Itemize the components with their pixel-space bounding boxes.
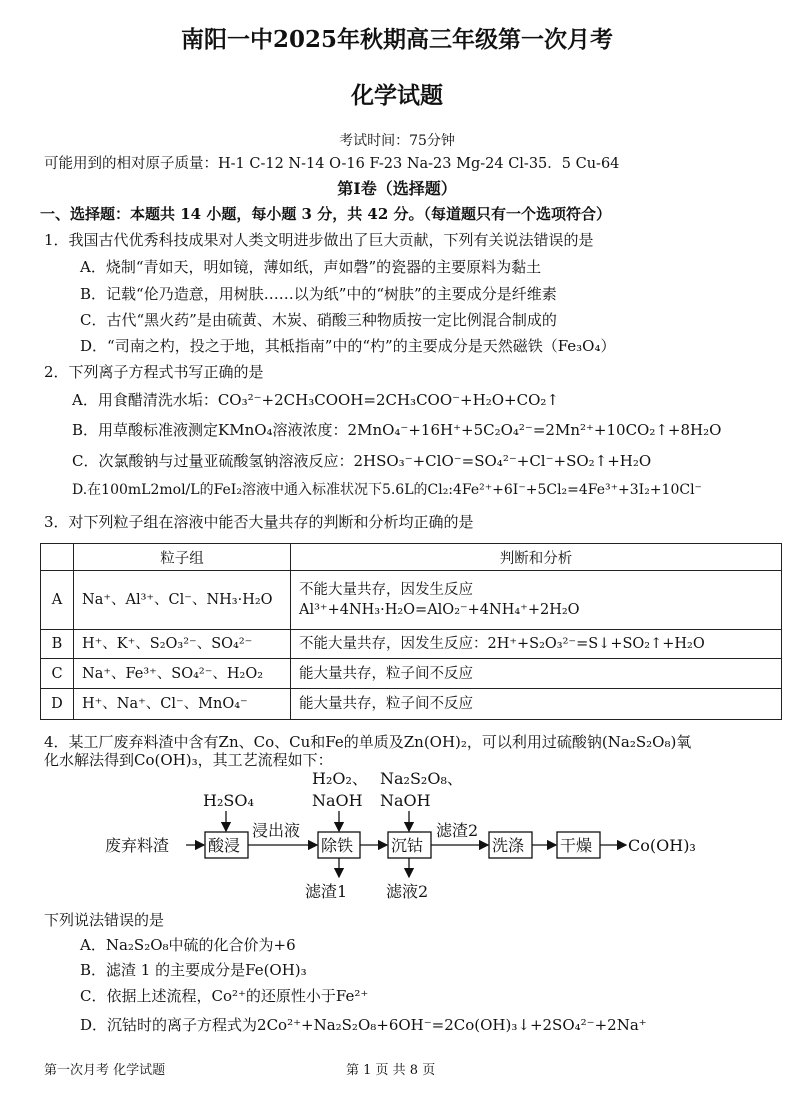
exam-time: 考试时间：75分钟 [339,133,455,149]
step-wash: 洗涤 [492,836,525,855]
option-d: D．“司南之杓，投之于地，其柢指南”中的“杓”的主要成分是天然磁铁（Fe₃O₄） [80,337,616,355]
step-acid-leach: 酸浸 [208,836,241,855]
table-row: C Na⁺、Fe³⁺、SO₄²⁻、H₂O₂ 能大量共存，粒子间不反应 [41,659,782,689]
section-heading: 一、选择题：本题共 14 小题，每小题 3 分，共 42 分。（每道题只有一个选项符合） [40,205,612,223]
table-header [41,544,782,571]
reagent-3a: Na₂S₂O₈、 [380,769,463,788]
option-d: D．沉钴时的离子方程式为2Co²⁺+Na₂S₂O₈+6OH⁻=2Co(OH)₃↓+2SO₄²⁻+2Na⁺ [80,1016,647,1034]
volume-heading: 第Ⅰ卷（选择题） [337,179,457,198]
process-flow-diagram [0,765,794,910]
exam-subject: 化学试题 [351,82,443,109]
reagent-3b: NaOH [380,791,431,810]
step-precipitate-cobalt: 沉钴 [391,836,424,855]
question-3-stem: 3．对下列粒子组在溶液中能否大量共存的判断和分析均正确的是 [44,513,474,531]
question-4-stem-2: 化水解法得到Co(OH)₃，其工艺流程如下： [44,751,333,769]
option-b: B．用草酸标准液测定KMnO₄溶液浓度：2MnO₄⁻+16H⁺+5C₂O₄²⁻=2Mn²⁺+10CO₂↑+8H₂O [72,421,722,439]
header-analysis: 判断和分析 [291,544,782,571]
flow-start: 废弃料渣 [105,836,170,855]
step-dry: 干燥 [560,836,593,855]
atomic-masses: 可能用到的相对原子质量：H-1 C-12 N-14 O-16 F-23 Na-23 Mg-24 Cl-35．5 Cu-64 [44,156,620,172]
reagent-2b: NaOH [312,791,363,810]
page-number: 第 1 页 共 8 页 [346,1063,436,1078]
option-a: A．烧制“青如天，明如镜，薄如纸，声如磬”的瓷器的主要原料为黏土 [80,258,542,276]
link-residue-2: 滤渣2 [436,821,479,840]
option-a: A．Na₂S₂O₈中硫的化合价为+6 [80,936,296,954]
option-c: C．次氯酸钠与过量亚硫酸氢钠溶液反应：2HSO₃⁻+ClO⁻=SO₄²⁻+Cl⁻+SO₂↑+H₂O [72,452,652,470]
question-stem: 2．下列离子方程式书写正确的是 [44,363,264,381]
exam-title: 南阳一中2025年秋期高三年级第一次月考 [180,26,613,53]
option-c: C．依据上述流程，Co²⁺的还原性小于Fe²⁺ [80,987,369,1005]
table-row: A Na⁺、Al³⁺、Cl⁻、NH₃·H₂O 不能大量共存，因发生反应 Al³⁺+4NH₃·H₂O=AlO₂⁻+4NH₄⁺+2H₂O [41,571,782,630]
flow-end: Co(OH)₃ [628,836,696,855]
footer-left: 第一次月考 化学试题 [44,1063,166,1078]
output-filtrate-2: 滤液2 [386,882,429,901]
reagent-1: H₂SO₄ [203,791,254,810]
question-prompt: 下列说法错误的是 [44,911,165,929]
question-stem: 1．我国古代优秀科技成果对人类文明进步做出了巨大贡献，下列有关说法错误的是 [44,231,594,249]
step-remove-iron: 除铁 [321,836,354,855]
question-4-stem: 4．某工厂废弃料渣中含有Zn、Co、Cu和Fe的单质及Zn(OH)₂，可以利用过硫酸钠(Na₂S₂O₈)氧 [44,733,692,751]
option-c: C．古代“黑火药”是由硫黄、木炭、硝酸三种物质按一定比例混合制成的 [80,311,557,329]
table-row: D H⁺、Na⁺、Cl⁻、MnO₄⁻ 能大量共存，粒子间不反应 [41,689,782,720]
table-row: B H⁺、K⁺、S₂O₃²⁻、SO₄²⁻ 不能大量共存，因发生反应：2H⁺+S₂O₃²⁻=S↓+SO₂↑+H₂O [41,630,782,659]
option-b: B．滤渣 1 的主要成分是Fe(OH)₃ [80,961,307,979]
link-leachate: 浸出液 [252,821,301,840]
output-residue-1: 滤渣1 [305,882,348,901]
option-a: A．用食醋清洗水垢：CO₃²⁻+2CH₃COOH=2CH₃COO⁻+H₂O+CO₂↑ [72,391,559,409]
header-group: 粒子组 [74,544,291,571]
reagent-2a: H₂O₂、 [312,769,368,788]
option-b: B．记载“伦乃造意，用树肤……以为纸”中的“树肤”的主要成分是纤维素 [80,285,557,303]
ion-table [40,543,782,720]
option-d: D.在100mL2mol/L的FeI₂溶液中通入标准状况下5.6L的Cl₂:4Fe²⁺+6I⁻+5Cl₂=4Fe³⁺+3I₂+10Cl⁻ [72,482,702,498]
